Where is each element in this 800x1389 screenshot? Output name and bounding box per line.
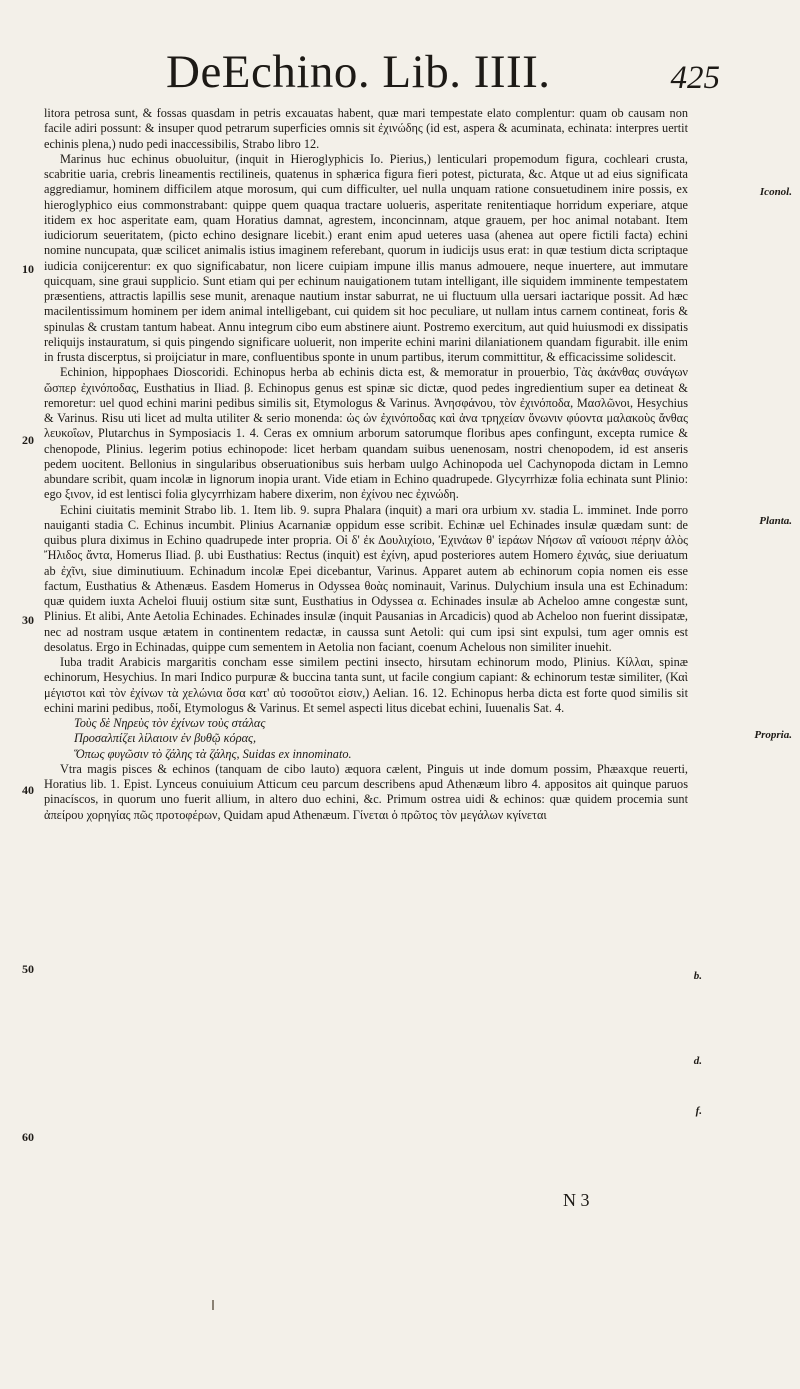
closing-paragraph: Vtra magis pisces & echinos (tanquam de cibo lauto) æquora cælent, Pinguis ut inde domum possim, Phæaxque reuerti, Horatius lib. 1. Epist. Lynceus conuiuium Atticum ceu parcum describens apud Athenæum libro 4. appositos ait quinque paruos pinacíscos, in quorum uno fuerit allium, in altero duo echini, &c. Primum ostrea uidi & echinos: quæ quidem procemia sunt ἀπείρου χορηγίας πῶς προτοφέρων, Quidam apud Athenæum. Γίνεται ὁ πρῶτος τὸν μεγάλων κγίνεται bbox=[44, 761, 688, 822]
line-number-30: 30 bbox=[22, 613, 34, 627]
margin-note-b: b. bbox=[693, 970, 702, 982]
verse-line-2: Προσαλπίζει λίλαιοιν ἐν βυθῷ κόρας, bbox=[74, 731, 257, 746]
paragraph-4: Echini ciuitatis meminit Strabo lib. 1. Item lib. 9. supra Phalara (inquit) a mari ora urbium xv. stadia L. imminet. Inde porro nauiganti stadia C. Echinus incumbit. Plinius Acarnaniæ oppidum esse scribit. Echinæ uel Echinades insulæ quædam sunt: de quibus plura diximus in Echino quadrupede inter propria. Οἱ δ' ἐκ Δουλιχίοιο, Ἐχινάων θ' ἱεράων Νήσων αἳ ναίουσι πέρην ἁλὸς Ἤλιδος ἄντα, Homerus Iliad. β. ubi Eusthatius: Rectus (inquit) est ἐχίνη, apud posteriores autem Homero ἐχινάς, siue deriuatum ab ἐχῖνι, siue diminutiuum. Echinadum incolæ Epei dicebantur, Varinus. Apparet autem ab echinorum copia nomen eis esse factum, Eusthatius & Athenæus. Easdem Homerus in Odyssea θοὰς nominauit, Varinus. Dulychium insula una est Echinadum: quæ quidem iuxta Acheloi fluuij ostium sitæ sunt, Eusthatius in Odyssea α. Echinades insulæ ab Acheloo amne congestæ sunt, Plinius. Et alibi, Ante Aetolia Echinades. Echinades insulæ (inquit Pausanias in Arcadicis) quod ab Acheloo non fuerint dissipatæ, nec ad nostram usque ætatem in continentem redactæ, in caussa sunt Aetoli: qui cum ipsi sint expulsi, tum ager omnis est desolatus. Ergo in Echinadas, quippe cum sementem in Aetolia non faciant, coenum Achelous non similiter inuehit. bbox=[44, 502, 688, 654]
margin-note-propria: Propria. bbox=[754, 729, 792, 741]
margin-note-iconol: Iconol. bbox=[759, 186, 792, 198]
verse-line-1: Τοὺς δὲ Νηρεὺς τὸν ἐχίνων τοὺς στάλας bbox=[74, 716, 266, 730]
ink-mark bbox=[212, 1300, 214, 1310]
page-header bbox=[166, 44, 726, 104]
paragraph-1: litora petrosa sunt, & fossas quasdam in petris excauatas habent, quæ mari tempestate elato complentur: quam ob causam non facile adiri possunt: & insuper quod petrarum superficies omnis sit ἐχινώδης (id est, aspera & acuminata, echinata: interpres uertit echinis plena,) nudo pedi inaccessibilis, Strabo libro 12. bbox=[44, 106, 688, 151]
margin-note-f: f. bbox=[695, 1105, 702, 1117]
paragraph-3: Echinion, hippophaes Dioscoridi. Echinopus herba ab echinis dicta est, & memoratur in prouerbio, Τὰς ἀκάνθας συνάγων ὥσπερ ἐχινόποδας, Eusthatius in Iliad. β. Echinopus genus est spinæ sic dictæ, quod pedes ingredientium super ea detineat & remoretur: uel quod echini marini pedibus similis sit, Etymologus & Varinus. Ἀνησφάνου, τὸν ἐχινόποδα, Μασλῶνοι, Hesychius & Varinus. Risu uti licet ad multa utiliter & serio monenda: ὡς ὡν ἐχινόποδας καὶ ἀνα τρηχείαν ὄνωνιν φύοντα μαλακοὺς ἄνθας λευκοΐων, Plutarchus in Symposiacis 1. 4. Ceras ex omnium arborum satorumque floribus apes confingunt, excepta rumice & chenopode, Plinius. legerim potius echinopode: licet herbam quandam suibus uenenosam, nostri chenopodem, id est anseris pedem uocitent. Bellonius in singularibus obseruationibus suis herbam uulgo Achinopoda uel Cachynopoda dictam in Lemno abundare scribit, quam incolæ in lignorum inopia urant. Vide etiam in Echino quadrupede. Glycyrrhizæ folia echinata sunt Plinio: ego ξινον, id est lentisci folia glycyrrhizam habere dixerim, non ἐχίνου nec ἐχινώδη. bbox=[44, 365, 688, 502]
margin-note-d: d. bbox=[693, 1055, 702, 1067]
running-head: DeEchino. Lib. IIII. bbox=[166, 46, 551, 98]
body-text bbox=[44, 106, 688, 823]
page-number: 425 bbox=[670, 60, 720, 96]
margin-note-planta: Planta. bbox=[759, 515, 792, 527]
line-number-60: 60 bbox=[22, 1130, 34, 1144]
paragraph-2: Marinus huc echinus obuoluitur, (inquit in Hieroglyphicis Io. Pierius,) lenticulari propemodum figura, cochleari crusta, scabritie uaria, crebris lineamentis rectilineis, quatenus in sphærica figura fieri potest, picturata, &c. Atque ut ad eius significata aggrediamur, hominem difficilem atque morosum, qui cum difficulter, uel nulla unquam ratione consuetudinem inire possis, ex hieroglyphico eius commonstrabant: quippe quem quaqua tractare uolueris, asperitate renitentiaque horridum experiare, atque itidem ex hoc asperitate eam, quam Horatius damnat, agrestem, inconcinnam, atque grauem, per hoc animal notabant. Item iudiciorum seueritatem, (picto echino designare licebit.) erant enim apud ueteres uasa (ahenea aut opere fictili facta) echini nomine nuncupata, quæ scilicet animalis istius imaginem referebant, quorum in iudicijs usus erat: in quæ testium dicta scriptaque iudicia conijcerentur: ex quo significabatur, non licere cuipiam impune illis manus admouere, neque inuertere, aut immutare quicquam, sine graui supplicio. Sunt etiam qui per echinum nauigationem tutam intelligant, ille siquidem imminente tempestatem præsentiens, attractis lapillis sese munit, arenaque nautium instar saburrat, ne ui fluctuum ulla uersari iactarique possit. Ad hæc macilentissimum hominem per idem animal intelligebant, cui quidem sit hoc peculiare, ut nullam intus carnem contineat, foris & spinulas & crustam tantum habeat. Annu integrum cibo eum abstinere aiunt. Postremo exercitum, aut quid huiusmodi ex dissipatis reliquijs instauratum, si quis pingendo significare uoluerit, non imperite echini marini dilaniationem quandam figurabit. ille enim in frusta discerptus, si proijciatur in mare, confluentibus sponte in unum partibus, iterum committitur, & efficacissime solidescit. bbox=[44, 151, 688, 364]
verse-line-3: Ὅπως φυγῶσιν τὸ ζάλης τὰ ζάλης, Suidas ex innominato. bbox=[74, 746, 352, 761]
line-number-20: 20 bbox=[22, 433, 34, 447]
line-number-40: 40 bbox=[22, 783, 34, 797]
line-number-50: 50 bbox=[22, 962, 34, 976]
signature-mark: N 3 bbox=[563, 1190, 590, 1210]
line-number-10: 10 bbox=[22, 262, 34, 276]
paragraph-5: Iuba tradit Arabicis margaritis concham esse similem pectini insecto, hirsutam echinorum modo, Plinius. Κίλλαι, spinæ echinorum, Hesychius. In mari Indico purpuræ & buccina tanta sunt, ut facile congium capiant: & echinorum testæ similiter, (Καὶ μέγιστοι καὶ τὸν ἐχίνων τὰ χελώνια ὅσα κατ' αὐ τοσοῦτοι εἰσιν,) Aelian. 16. 12. Echinopus herba dicta est forte quod similis sit echini marini pedibus, ποδί, Etymologus & Varinus. Et semel aspecti litus dicebat echini, Iuuenalis Sat. 4. bbox=[44, 655, 688, 715]
